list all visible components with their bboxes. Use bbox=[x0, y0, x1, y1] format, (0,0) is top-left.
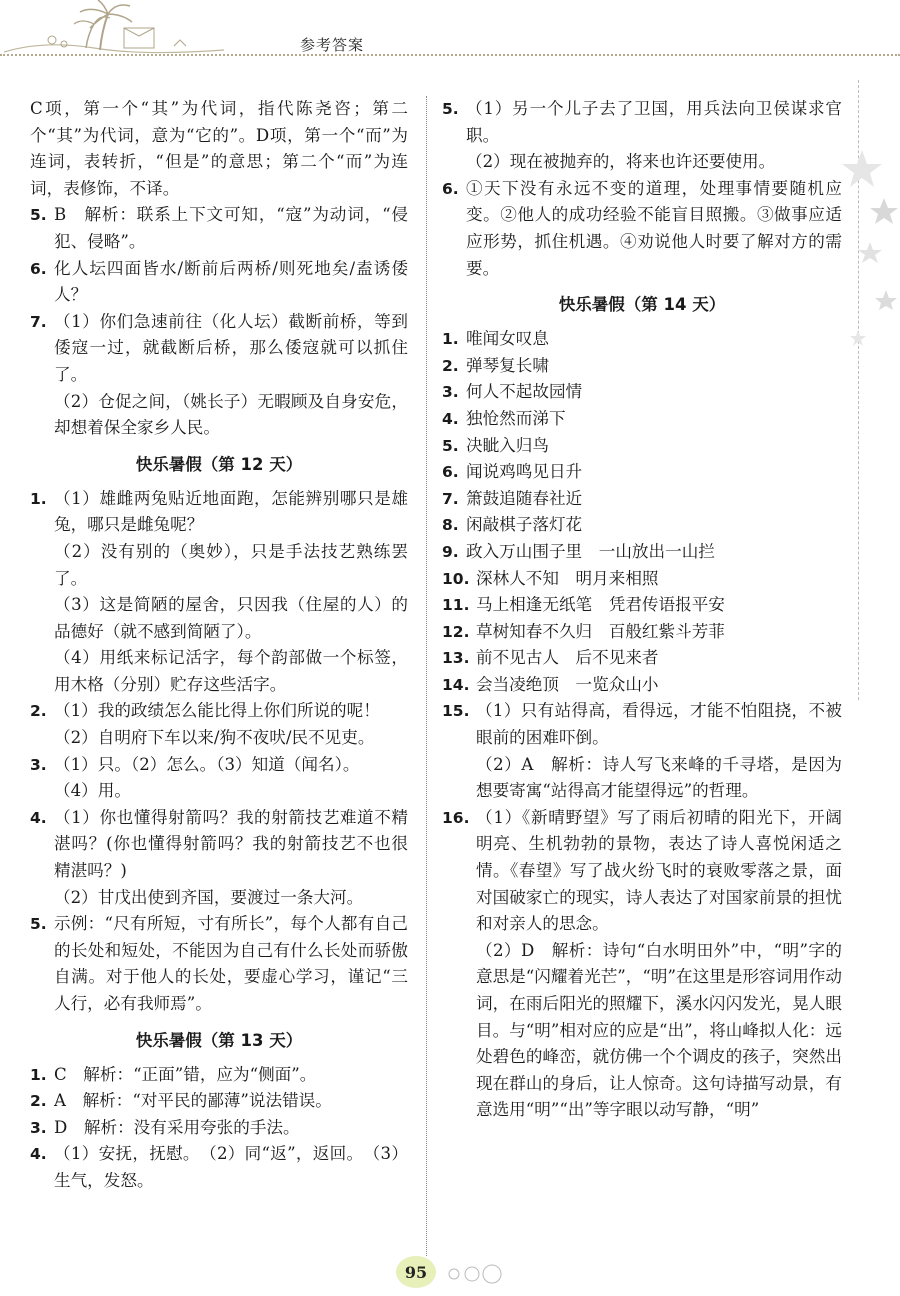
answer-item bbox=[442, 459, 842, 486]
item-number: 16. bbox=[442, 808, 470, 827]
answer-item bbox=[442, 672, 842, 699]
answer-item bbox=[442, 805, 842, 1124]
answer-text: 闻说鸡鸣见日升 bbox=[466, 462, 583, 482]
answer-text: （3）这是简陋的屋舍，只因我（住屋的人）的品德好（就不感到简陋了）。 bbox=[54, 595, 408, 641]
left-column bbox=[30, 96, 408, 1195]
answer-text: C项，第一个“其”为代词，指代陈尧咨；第二个“其”为代词，意为“它的”。D项，第一个“而”为连词，表转折，“但是”的意思；第二个“而”为连词，表修饰，不译。 bbox=[30, 99, 408, 198]
answer-text: 会当凌绝顶 一览众山小 bbox=[476, 674, 659, 694]
answer-text: A 解析：“对平民的鄙薄”说法错误。 bbox=[54, 1091, 332, 1111]
item-number: 3. bbox=[30, 1118, 47, 1137]
item-number: 7. bbox=[30, 312, 47, 331]
star-decoration bbox=[840, 150, 900, 370]
header-title: 参考答案 bbox=[300, 36, 365, 54]
item-number: 4. bbox=[30, 1145, 47, 1164]
answer-item bbox=[30, 1088, 408, 1115]
item-number: 5. bbox=[30, 206, 47, 225]
answer-text: （1）你也懂得射箭吗？我的射箭技艺难道不精湛吗？(你也懂得射箭吗？我的射箭技艺不也很精湛吗？) bbox=[54, 807, 408, 881]
section-heading: 快乐暑假（第 12 天） bbox=[135, 454, 303, 474]
column-divider bbox=[426, 96, 427, 1256]
answer-text: C 解析：“正面”错，应为“侧面”。 bbox=[54, 1064, 317, 1084]
answer-item bbox=[442, 406, 842, 433]
item-number: 4. bbox=[30, 808, 47, 827]
page-header bbox=[0, 0, 900, 80]
answer-text: 前不见古人 后不见来者 bbox=[476, 648, 659, 668]
answer-text: （1）《新晴野望》写了雨后初晴的阳光下，开阔明亮、生机勃勃的景物，表达了诗人喜悦闲适之情。《春望》写了战火纷飞时的衰败零落之景，面对国破家亡的现实，诗人表达了对国家前景的担忧和对亲人的思念。 bbox=[476, 807, 842, 934]
item-number: 9. bbox=[442, 542, 459, 561]
item-number: 7. bbox=[442, 489, 459, 508]
answer-text: 何人不起故园情 bbox=[466, 382, 583, 402]
answer-item bbox=[442, 433, 842, 460]
item-number: 11. bbox=[442, 596, 470, 615]
answer-text: （1）只有站得高，看得远，才能不怕阻挠，不被眼前的困难吓倒。 bbox=[476, 701, 842, 748]
answer-item bbox=[30, 698, 408, 751]
answer-item bbox=[30, 1141, 408, 1194]
answer-item bbox=[442, 698, 842, 804]
item-number: 10. bbox=[442, 569, 470, 588]
item-number: 15. bbox=[442, 702, 470, 721]
item-number: 1. bbox=[30, 1065, 47, 1084]
answer-item bbox=[30, 486, 408, 699]
answer-item bbox=[442, 353, 842, 380]
item-number: 5. bbox=[442, 100, 459, 118]
answer-item bbox=[30, 256, 408, 309]
answer-text: 马上相逢无纸笔 凭君传语报平安 bbox=[476, 595, 725, 615]
answer-item bbox=[442, 96, 842, 176]
answer-text: ①天下没有永远不变的道理，处理事情要随机应变。②他人的成功经验不能盲目照搬。③做事应适应形势，抓住机遇。④劝说他人时要了解对方的需要。 bbox=[466, 178, 842, 278]
answer-text: 独怆然而涕下 bbox=[466, 408, 566, 428]
answer-text: （4）用。 bbox=[54, 781, 131, 801]
item-number: 2. bbox=[30, 1092, 47, 1111]
answer-text: B 解析：联系上下文可知，“寇”为动词，“侵犯、侵略”。 bbox=[54, 205, 408, 251]
item-number: 6. bbox=[442, 463, 459, 482]
item-number: 3. bbox=[30, 755, 47, 774]
item-number: 12. bbox=[442, 622, 470, 641]
item-number: 4. bbox=[442, 409, 459, 428]
answer-text: 示例：“尺有所短，寸有所长”，每个人都有自己的长处和短处，不能因为自己有什么长处而骄傲自满。对于他人的长处，要虚心学习，谨记“三人行，必有我师焉”。 bbox=[54, 914, 408, 1013]
answer-text: （1）你们急速前往（化人坛）截断前桥，等到倭寇一过，就截断后桥，那么倭寇就可以抓住了。 bbox=[54, 311, 408, 384]
answer-text: （4）用纸来标记活字，每个韵部做一个标签，用木格（分别）贮存这些活字。 bbox=[54, 648, 408, 694]
answer-item bbox=[442, 592, 842, 619]
answer-text: （1）我的政绩怎么能比得上你们所说的呢！ bbox=[54, 701, 380, 721]
answer-text: （2）A 解析：诗人写飞来峰的千寻塔，是因为想要寄寓“站得高才能望得远”的哲理。 bbox=[476, 754, 842, 801]
answer-item bbox=[30, 309, 408, 442]
answer-text: （1）安抚，抚慰。 （2）同“返”，返回。 （3）生气，发怒。 bbox=[54, 1144, 408, 1190]
answer-item bbox=[442, 512, 842, 539]
answer-text: 闲敲棋子落灯花 bbox=[466, 515, 583, 535]
right-column bbox=[442, 96, 842, 1124]
answer-text: 弹琴复长啸 bbox=[466, 355, 549, 375]
answer-text: （2）仓促之间，（姚长子）无暇顾及自身安危，却想着保全家乡人民。 bbox=[54, 391, 408, 438]
answer-text: 政入万山围子里 一山放出一山拦 bbox=[466, 541, 715, 561]
item-number: 2. bbox=[442, 356, 459, 375]
answer-item bbox=[30, 752, 408, 805]
beach-palm-decoration bbox=[4, 0, 224, 62]
answer-continuation bbox=[30, 96, 408, 202]
page-number: 95 bbox=[404, 1263, 428, 1282]
answer-text: （1）雄雌两兔贴近地面跑，怎能辨别哪只是雄兔，哪只是雌兔呢？ bbox=[54, 488, 408, 535]
answer-text: （2）甘戊出使到齐国，要渡过一条大河。 bbox=[54, 887, 364, 907]
answer-text: 决眦入归鸟 bbox=[466, 435, 549, 455]
answer-text: 化人坛四面皆水/断前后两桥/则死地矣/盍诱倭人？ bbox=[54, 258, 408, 305]
answer-item bbox=[442, 486, 842, 513]
item-number: 1. bbox=[30, 489, 47, 508]
answer-item bbox=[442, 619, 842, 646]
item-number: 5. bbox=[442, 436, 459, 455]
answer-text: （1）另一个儿子去了卫国，用兵法向卫侯谋求官职。 bbox=[466, 99, 842, 145]
item-number: 14. bbox=[442, 675, 470, 694]
answer-item bbox=[30, 1062, 408, 1089]
item-number: 6. bbox=[30, 259, 47, 278]
answer-item bbox=[442, 539, 842, 566]
answer-item bbox=[442, 566, 842, 593]
answer-text: （2）没有别的（奥妙），只是手法技艺熟练罢了。 bbox=[54, 541, 408, 588]
answer-item bbox=[30, 805, 408, 911]
item-number: 1. bbox=[442, 330, 459, 349]
item-number: 13. bbox=[442, 649, 470, 668]
answer-item bbox=[30, 911, 408, 1017]
item-number: 2. bbox=[30, 702, 47, 721]
item-number: 8. bbox=[442, 516, 459, 535]
answer-text: （2）D 解析：诗句“白水明田外”中，“明”字的意思是“闪耀着光芒”，“明”在这里是形容词用作动词，在雨后阳光的照耀下，溪水闪闪发光，晃人眼目。与“明”相对应的应是“出”，将山峰拟人化：远处碧色的峰峦，就仿佛一个个调皮的孩子，突然出现在群山的身后，让人惊奇。这句诗描写动景，有意选用“明”“出”等字眼以动写静，“明” bbox=[476, 940, 842, 1120]
answer-item bbox=[442, 645, 842, 672]
answer-item bbox=[30, 202, 408, 255]
answer-text: （2）现在被抛弃的，将来也许还要使用。 bbox=[466, 152, 776, 172]
item-number: 6. bbox=[442, 179, 459, 198]
item-number: 3. bbox=[442, 383, 459, 402]
answer-item bbox=[442, 379, 842, 406]
item-number: 5. bbox=[30, 915, 47, 934]
section-heading: 快乐暑假（第 13 天） bbox=[135, 1030, 303, 1050]
answer-text: D 解析：没有采用夸张的手法。 bbox=[54, 1117, 300, 1137]
answer-text: 深林人不知 明月来相照 bbox=[476, 568, 659, 588]
answer-text: （2）自明府下车以来/狗不夜吠/民不见吏。 bbox=[54, 728, 375, 748]
header-rule bbox=[0, 54, 900, 56]
answer-text: 草树知春不久归 百般红紫斗芳菲 bbox=[476, 621, 725, 641]
answer-text: 箫鼓追随春社近 bbox=[466, 488, 583, 508]
answer-item bbox=[442, 326, 842, 353]
answer-text: 唯闻女叹息 bbox=[466, 329, 549, 349]
answer-item bbox=[30, 1115, 408, 1142]
section-heading: 快乐暑假（第 14 天） bbox=[558, 295, 726, 315]
answer-text: （1）只。（2）怎么。（3）知道（闻名）。 bbox=[54, 754, 360, 774]
answer-item bbox=[442, 176, 842, 282]
